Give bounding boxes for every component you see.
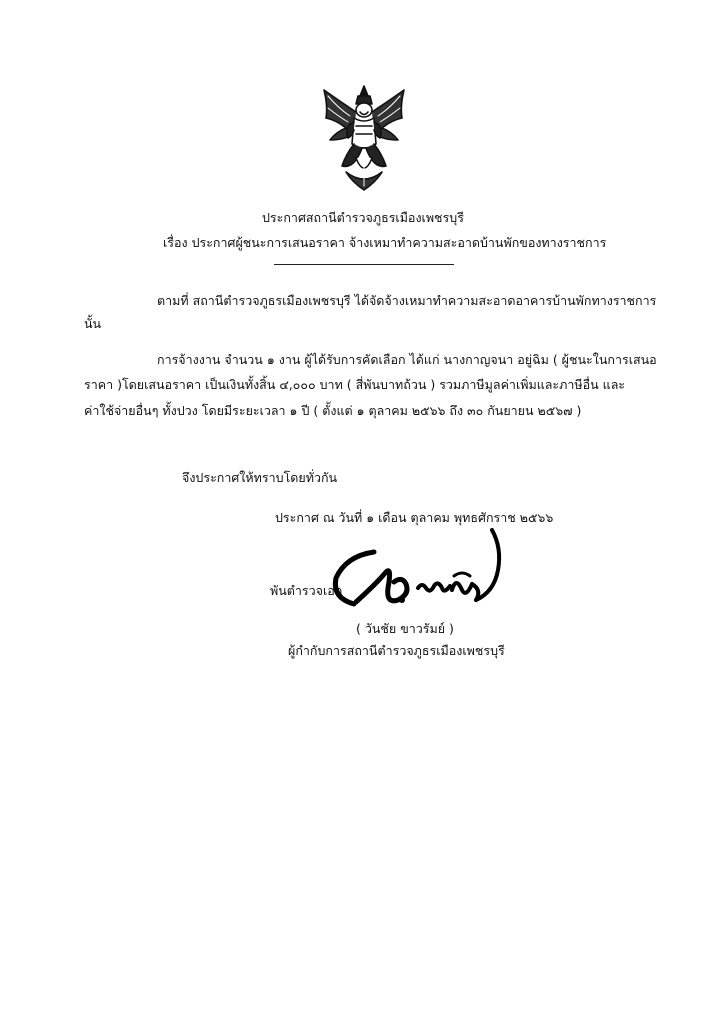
signer-name: ( วันชัย ขาวรัมย์ ) (356, 621, 454, 636)
garuda-emblem-icon (316, 82, 412, 194)
signer-rank: พันตำรวจเอก (270, 583, 343, 598)
paragraph-2-line-3: ค่าใช้จ่ายอื่นๆ ทั้งปวง โดยมีระยะเวลา ๑ ปี ( ตั้งแต่ ๑ ตุลาคม ๒๕๖๖ ถึง ๓๐ กันยายน ๒๕๖๗ ) (84, 403, 582, 418)
signer-position: ผู้กำกับการสถานีตำรวจภูธรเมืองเพชรบุรี (288, 643, 505, 658)
document-title: ประกาศสถานีตำรวจภูธรเมืองเพชรบุรี (262, 210, 464, 225)
paragraph-2-line-2: ราคา )โดยเสนอราคา เป็นเงินทั้งสิ้น ๔,๐๐๐ บาท ( สี่พันบาทถ้วน ) รวมภาษีมูลค่าเพิ่มและภาษีอื่น และ (84, 377, 626, 392)
paragraph-2-line-1: การจ้างงาน จำนวน ๑ งาน ผู้ได้รับการคัดเลือก ได้แก่ นางกาญจนา อยู่ฉิม ( ผู้ชนะในการเสนอ (157, 352, 657, 367)
document-subject: เรื่อง ประกาศผู้ชนะการเสนอราคา จ้างเหมาทำความสะอาดบ้านพักของทางราชการ (163, 235, 607, 250)
announcement-line: จึงประกาศให้ทราบโดยทั่วกัน (182, 470, 338, 485)
title-underline (274, 264, 454, 265)
paragraph-1-line-1: ตามที่ สถานีตำรวจภูธรเมืองเพชรบุรี ได้จัดจ้างเหมาทำความสะอาดอาคารบ้านพักทางราชการ (157, 293, 657, 308)
handwritten-signature (326, 520, 514, 620)
paragraph-1-line-2: นั้น (84, 316, 102, 331)
date-line: ประกาศ ณ วันที่ ๑ เดือน ตุลาคม พุทธศักราช ๒๕๖๖ (275, 510, 554, 525)
